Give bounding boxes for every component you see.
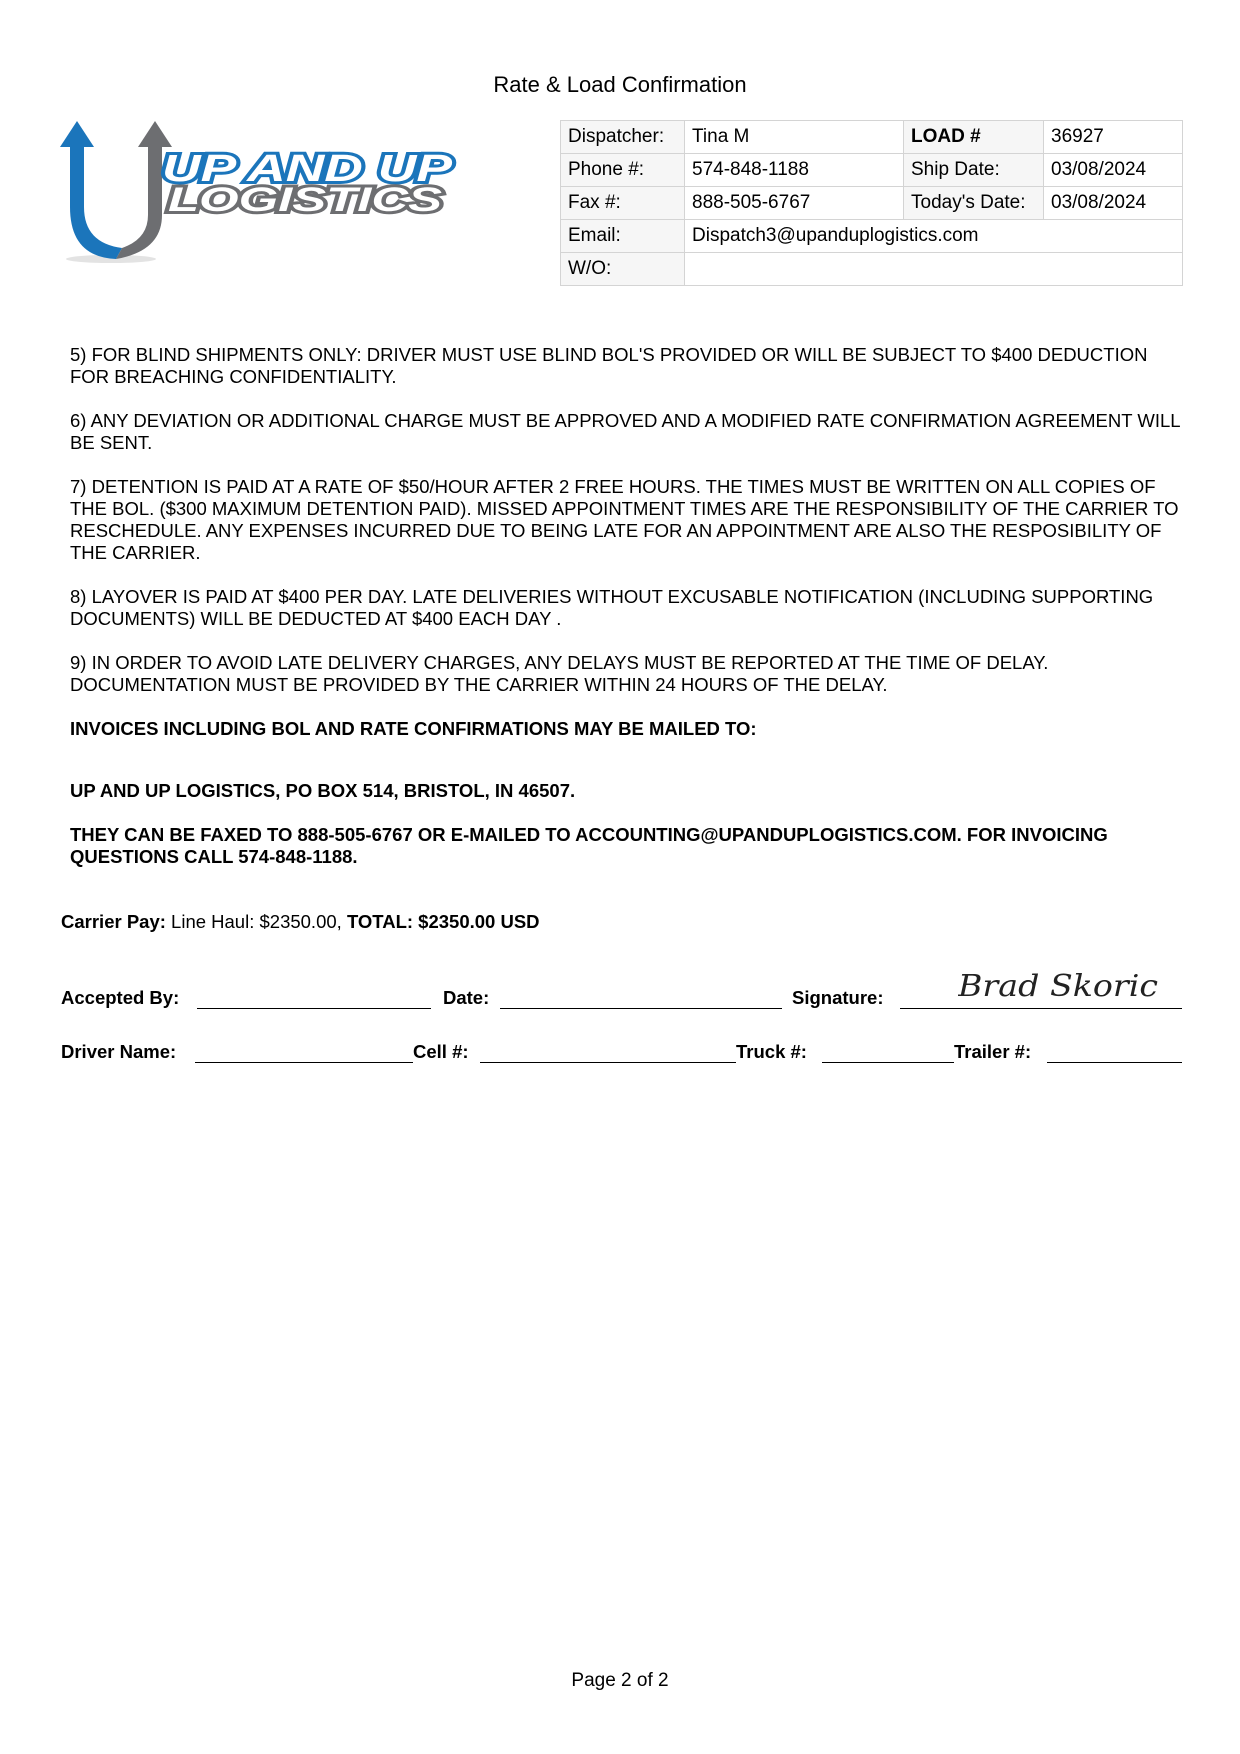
carrier-pay-label: Carrier Pay:: [61, 911, 166, 932]
wo-value: [685, 253, 1183, 286]
load-number-value: 36927: [1044, 121, 1183, 154]
load-number-label: LOAD #: [904, 121, 1044, 154]
signature-label: Signature:: [792, 987, 884, 1008]
term-9: 9) IN ORDER TO AVOID LATE DELIVERY CHARGES, ANY DELAYS MUST BE REPORTED AT THE TIME OF DELAY. DOCUMENTATION MUST BE PROVIDED BY THE CARRIER WITHIN 24 HOURS OF THE DELAY.: [70, 652, 1049, 695]
trailer-line[interactable]: [1047, 1062, 1182, 1063]
term-6: 6) ANY DEVIATION OR ADDITIONAL CHARGE MUST BE APPROVED AND A MODIFIED RATE CONFIRMATION AGREEMENT WILL BE SENT.: [70, 410, 1180, 453]
fax-email-instructions: THEY CAN BE FAXED TO 888-505-6767 OR E-MAILED TO ACCOUNTING@UPANDUPLOGISTICS.COM. FOR INVOICING QUESTIONS CALL 574-848-1188.: [70, 824, 1108, 867]
handwritten-signature: [958, 960, 1168, 1013]
fax-value: 888-505-6767: [685, 187, 904, 220]
cell-label: Cell #:: [413, 1041, 469, 1062]
term-5: 5) FOR BLIND SHIPMENTS ONLY: DRIVER MUST USE BLIND BOL'S PROVIDED OR WILL BE SUBJECT TO $400 DEDUCTION FOR BREACHING CONFIDENTIALITY.: [70, 344, 1148, 387]
todays-date-label: Today's Date:: [904, 187, 1044, 220]
accepted-by-line[interactable]: [197, 1008, 431, 1009]
signature-text: Brad Skoric: [958, 969, 1159, 1004]
table-row: [561, 220, 1183, 253]
dispatcher-label: Dispatcher:: [561, 121, 685, 154]
truck-label: Truck #:: [736, 1041, 807, 1062]
terms-section: [70, 344, 1180, 890]
dispatcher-value: Tina M: [685, 121, 904, 154]
logo-line-2: LOGISTICS: [168, 181, 443, 219]
carrier-pay: [61, 911, 540, 933]
email-label: Email:: [561, 220, 685, 253]
fax-label: Fax #:: [561, 187, 685, 220]
logo-text: [162, 148, 453, 219]
up-arrows-u-logo-icon: [56, 115, 466, 275]
logo-line-1: UP AND UP: [162, 148, 453, 190]
table-row: [561, 154, 1183, 187]
table-row: [561, 121, 1183, 154]
truck-line[interactable]: [822, 1062, 954, 1063]
mailing-address: UP AND UP LOGISTICS, PO BOX 514, BRISTOL, IN 46507.: [70, 780, 576, 801]
invoices-heading: INVOICES INCLUDING BOL AND RATE CONFIRMATIONS MAY BE MAILED TO:: [70, 718, 757, 739]
wo-label: W/O:: [561, 253, 685, 286]
page-number: Page 2 of 2: [571, 1670, 669, 1691]
email-value: Dispatch3@upanduplogistics.com: [685, 220, 1183, 253]
driver-name-line[interactable]: [195, 1062, 413, 1063]
todays-date-value: 03/08/2024: [1044, 187, 1183, 220]
ship-date-value: 03/08/2024: [1044, 154, 1183, 187]
carrier-pay-total: TOTAL: $2350.00 USD: [346, 911, 540, 932]
load-info-table: [560, 120, 1183, 286]
accepted-by-label: Accepted By:: [61, 987, 180, 1008]
document-title: Rate & Load Confirmation: [493, 72, 747, 97]
date-line[interactable]: [500, 1008, 782, 1009]
table-row: [561, 253, 1183, 286]
table-row: [561, 187, 1183, 220]
cell-line[interactable]: [480, 1062, 736, 1063]
line-haul: Line Haul: $2350.00,: [171, 911, 342, 932]
company-logo: [56, 115, 466, 275]
term-8: 8) LAYOVER IS PAID AT $400 PER DAY. LATE DELIVERIES WITHOUT EXCUSABLE NOTIFICATION (INCLUDING SUPPORTING DOCUMENTS) WILL BE DEDUCTED AT $400 EACH DAY .: [70, 586, 1154, 629]
driver-name-label: Driver Name:: [61, 1041, 177, 1062]
phone-label: Phone #:: [561, 154, 685, 187]
term-7: 7) DETENTION IS PAID AT A RATE OF $50/HOUR AFTER 2 FREE HOURS. THE TIMES MUST BE WRITTEN ON ALL COPIES OF THE BOL. ($300 MAXIMUM DETENTION PAID). MISSED APPOINTMENT TIMES ARE THE RESPONSIBILITY OF THE CARRIER TO RESCHEDULE. ANY EXPENSES INCURRED DUE TO BEING LATE FOR AN APPOINTMENT ARE ALSO THE RESPOSIBILITY OF THE CARRIER.: [70, 476, 1179, 563]
ship-date-label: Ship Date:: [904, 154, 1044, 187]
phone-value: 574-848-1188: [685, 154, 904, 187]
trailer-label: Trailer #:: [954, 1041, 1032, 1062]
date-label: Date:: [443, 987, 490, 1008]
